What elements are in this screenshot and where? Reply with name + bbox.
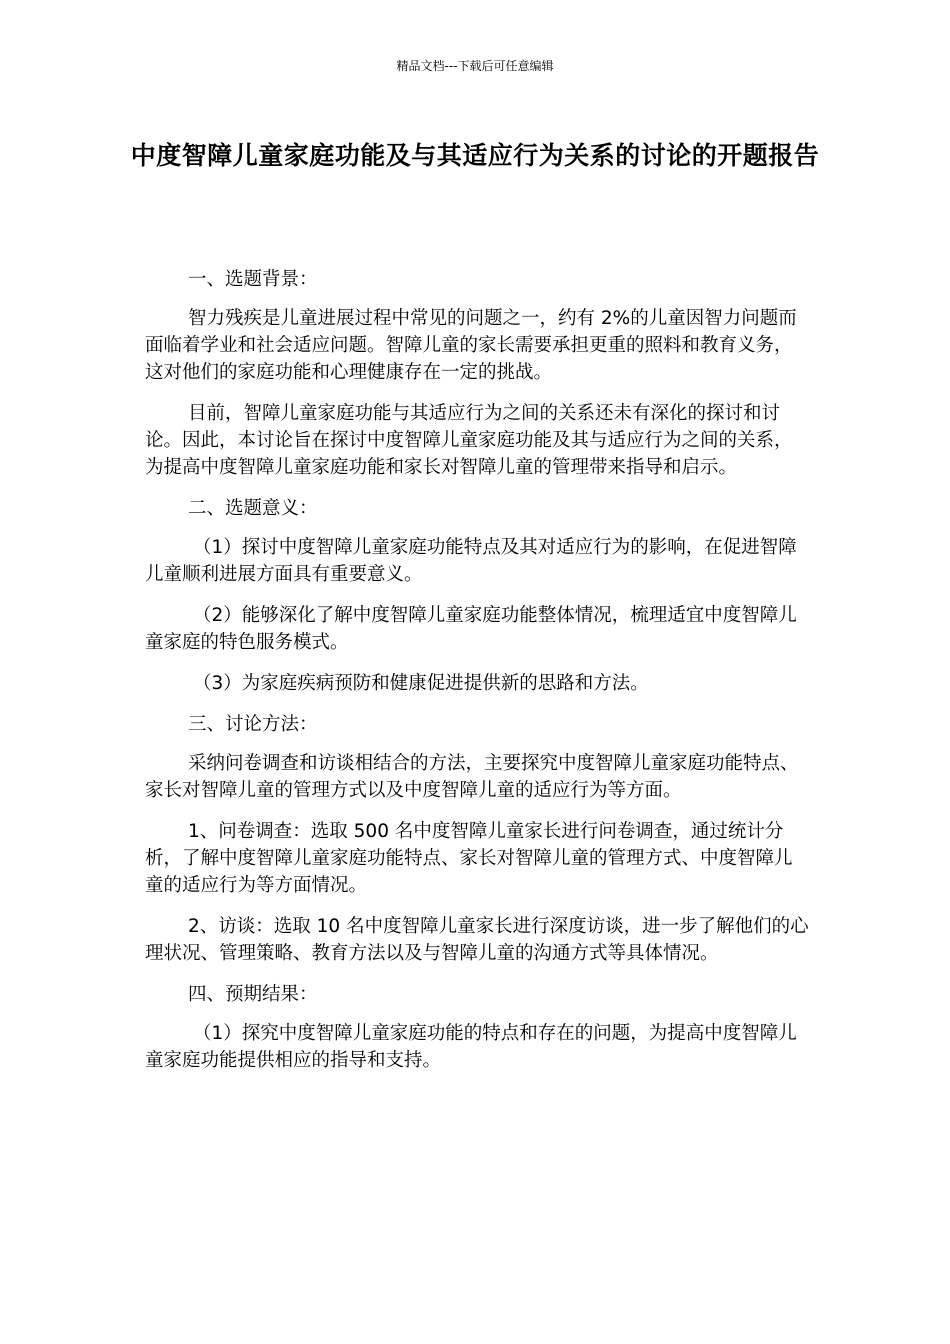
background-paragraph-1: 智力残疾是儿童进展过程中常见的问题之一，约有 2%的儿童因智力问题而面临着学业和社会适应问题。智障儿童的家长需要承担更重的照料和教育义务，这对他们的家庭功能和心理健康存在一定的挑战。 xyxy=(145,308,797,383)
section-heading-background: 一、选题背景： xyxy=(188,269,318,290)
section-heading-method: 三、讨论方法： xyxy=(188,714,318,735)
results-item-1: （1）探究中度智障儿童家庭功能的特点和存在的问题，为提高中度智障儿童家庭功能提供相应的指导和支持。 xyxy=(145,1023,797,1071)
significance-item-3: （3）为家庭疾病预防和健康促进提供新的思路和方法。 xyxy=(193,673,649,694)
section-heading-significance: 二、选题意义： xyxy=(188,498,318,519)
section-heading-results: 四、预期结果： xyxy=(188,984,318,1005)
document-body xyxy=(145,266,810,1088)
significance-item-1: （1）探讨中度智障儿童家庭功能特点及其对适应行为的影响，在促进智障儿童顺利进展方面具有重要意义。 xyxy=(145,537,797,585)
page-header-note: 精品文档---下载后可任意编辑 xyxy=(396,59,554,73)
background-paragraph-2: 目前，智障儿童家庭功能与其适应行为之间的关系还未有深化的探讨和讨论。因此，本讨论旨在探讨中度智障儿童家庭功能及其与适应行为之间的关系，为提高中度智障儿童家庭功能和家长对智障儿童的管理带来指导和启示。 xyxy=(145,403,793,478)
method-paragraph-3: 2、访谈：选取 10 名中度智障儿童家长进行深度访谈，进一步了解他们的心理状况、管理策略、教育方法以及与智障儿童的沟通方式等具体情况。 xyxy=(145,916,809,964)
significance-item-2: （2）能够深化了解中度智障儿童家庭功能整体情况，梳理适宜中度智障儿童家庭的特色服务模式。 xyxy=(145,605,797,653)
method-paragraph-2: 1、问卷调查：选取 500 名中度智障儿童家长进行问卷调查，通过统计分析，了解中度智障儿童家庭功能特点、家长对智障儿童的管理方式、中度智障儿童的适应行为等方面情况。 xyxy=(145,821,793,896)
method-paragraph-1: 采纳问卷调查和访谈相结合的方法，主要探究中度智障儿童家庭功能特点、家长对智障儿童的管理方式以及中度智障儿童的适应行为等方面。 xyxy=(145,753,799,801)
document-title: 中度智障儿童家庭功能及与其适应行为关系的讨论的开题报告 xyxy=(130,141,820,170)
